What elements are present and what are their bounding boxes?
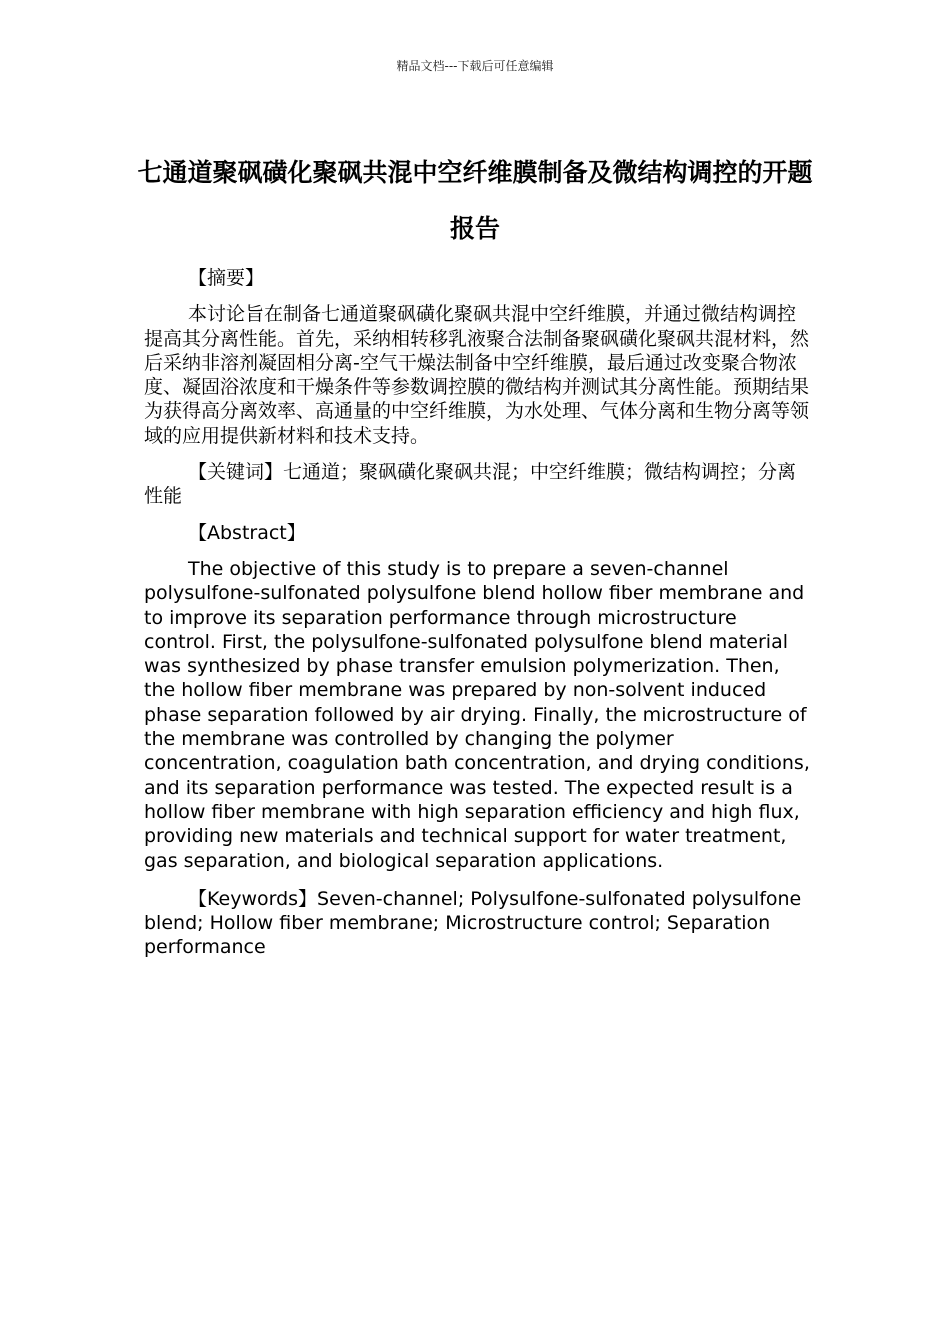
page-header: 精品文档---下载后可任意编辑: [396, 59, 554, 73]
document-title: 七通道聚砜磺化聚砜共混中空纤维膜制备及微结构调控的开题报告: [137, 157, 813, 243]
keywords-cn: 【关键词】七通道；聚砜磺化聚砜共混；中空纤维膜；微结构调控；分离性能: [144, 461, 797, 508]
abstract-en-heading: 【Abstract】: [188, 521, 306, 544]
abstract-cn-body: 本讨论旨在制备七通道聚砜磺化聚砜共混中空纤维膜，并通过微结构调控提高其分离性能。首先，采纳相转移乳液聚合法制备聚砜磺化聚砜共混材料，然后采纳非溶剂凝固相分离-空气干燥法制备中空纤维膜，最后通过改变聚合物浓度、凝固浴浓度和干燥条件等参数调控膜的微结构并测试其分离性能。预期结果为获得高分离效率、高通量的中空纤维膜，为水处理、气体分离和生物分离等领域的应用提供新材料和技术支持。: [144, 303, 810, 447]
abstract-en-body: The objective of this study is to prepare a seven-channel polysulfone-sulfonated polysulfone blend hollow fiber membrane and to improve its separation performance through microstructure control. First, the polysulfone-sulfonated polysulfone blend material was synthesized by phase transfer emulsion polymerization. Then, the hollow fiber membrane was prepared by non-solvent induced phase separation followed by air drying. Finally, the microstructure of the membrane was controlled by changing the polymer concentration, coagulation bath concentration, and drying conditions, and its separation performance was tested. The expected result is a hollow fiber membrane with high separation efficiency and high flux, providing new materials and technical support for water treatment, gas separation, and biological separation applications.: [144, 557, 810, 872]
document-body: [144, 266, 814, 974]
abstract-cn-heading: 【摘要】: [188, 267, 265, 289]
keywords-en: 【Keywords】Seven-channel; Polysulfone-sulfonated polysulfone blend; Hollow fiber membrane; Microstructure control; Separation performance: [144, 887, 802, 959]
